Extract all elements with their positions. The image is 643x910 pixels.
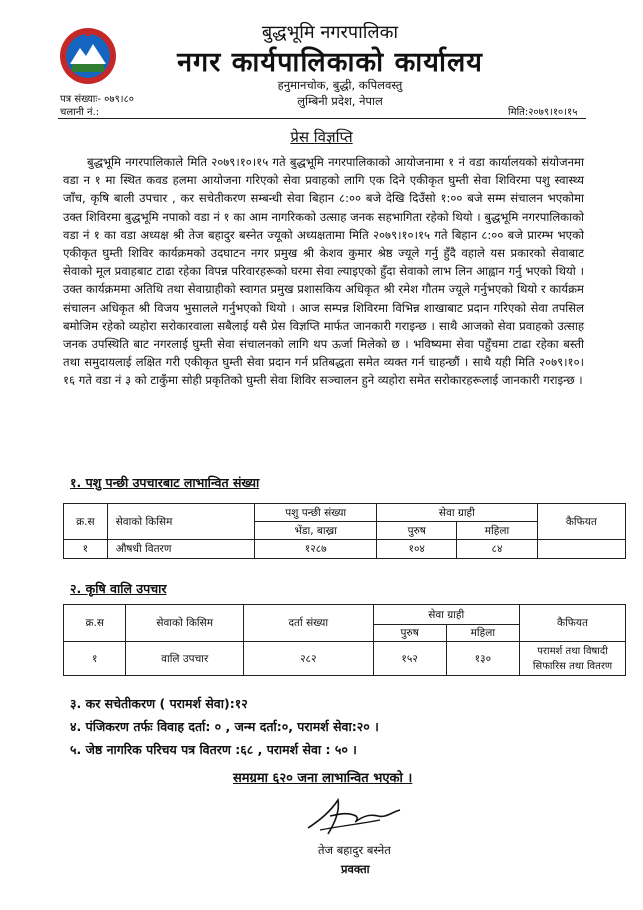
table-cell: १	[64, 540, 108, 559]
section2-heading: २. कृषि वालि उपचार	[70, 581, 167, 596]
table-header-cell: सेवा ग्राही	[377, 504, 538, 522]
table-cell: वालि उपचार	[126, 642, 244, 676]
table-header-cell: पुरुष	[377, 522, 457, 540]
table-header-cell: भेंडा, बाख्रा	[255, 522, 377, 540]
section1-heading: १. पशु पन्छी उपचारबाट लाभान्वित संख्या	[70, 475, 260, 490]
table-header-cell: सेवाको किसिम	[126, 605, 244, 642]
table-row	[64, 540, 626, 559]
total-beneficiaries: समग्रमा ६२० जना लाभान्वित भएको ।	[233, 771, 413, 786]
table-header-cell: महिला	[446, 625, 519, 642]
remarks-line: सिफारिस तथा वितरण	[532, 660, 613, 672]
table-header-cell: कैफियत	[520, 605, 626, 642]
table-header-cell: दर्ता संख्या	[244, 605, 373, 642]
item-tax-awareness: ३. कर सचेतीकरण ( परामर्श सेवा):१२	[70, 696, 248, 711]
address-line-2: लुम्बिनी प्रदेश, नेपाल	[297, 94, 383, 108]
letter-number: पत्र संख्याः- ०७९।८०	[60, 94, 134, 105]
table-cell	[537, 540, 625, 559]
item-senior-id: ५. जेष्ठ नागरिक परिचय पत्र वितरण :६८ , परामर्श सेवा : ५० ।	[70, 742, 357, 757]
table-cell: १२८७	[255, 540, 377, 559]
table-header-cell: कैफियत	[537, 504, 625, 540]
letter-date: मिति:२०७९।१०।१५	[508, 107, 578, 118]
item-registration: ४. पंजिकरण तर्फः विवाह दर्ता: ० , जन्म दर्ता:०, परामर्श सेवा:२० ।	[70, 719, 379, 734]
table-cell: औषधी वितरण	[107, 540, 255, 559]
signatory-role: प्रवक्ता	[341, 862, 370, 876]
municipality-emblem-logo	[58, 26, 118, 86]
table-header-cell: सेवा ग्राही	[373, 605, 520, 625]
table-cell: २८२	[244, 642, 373, 676]
section2-table	[63, 604, 626, 676]
table-row	[64, 642, 626, 676]
table-header-cell: सेवाको किसिम	[107, 504, 255, 540]
section1-table	[63, 503, 626, 559]
remarks-line: परामर्श तथा विषादी	[537, 645, 608, 657]
table-header-cell: क्र.स	[64, 605, 126, 642]
table-cell: १	[64, 642, 126, 676]
table-header-cell: पुरुष	[373, 625, 446, 642]
handwritten-signature	[300, 790, 410, 840]
dispatch-number: चलानी नं.:	[60, 107, 100, 118]
table-cell: १३०	[446, 642, 519, 676]
org-name: बुद्धभूमि नगरपालिका	[261, 22, 399, 43]
table-header-cell: महिला	[457, 522, 537, 540]
table-cell: ८४	[457, 540, 537, 559]
address-line-1: हनुमानचोक, बुद्धी, कपिलवस्तु	[277, 78, 403, 92]
table-cell: १०४	[377, 540, 457, 559]
table-header-cell: क्र.स	[64, 504, 108, 540]
signatory-name: तेज बहादुर बस्नेत	[318, 843, 391, 857]
office-name: नगर कार्यपालिकाको कार्यालय	[177, 47, 483, 78]
document-title: प्रेस विज्ञप्ति	[290, 128, 353, 146]
header-divider	[58, 118, 586, 119]
table-cell-remarks	[520, 642, 626, 676]
body-paragraph: बुद्धभूमि नगरपालिकाले मिति २०७९।१०।१५ गते बुद्धभूमि नगरपालिकाको आयोजनामा १ नं वडा कार्यालयको संयोजनमा वडा न १ मा स्थित कवड हलमा आयोजना गरिएको सेवा प्रवाहको लागि एक दिने एकीकृत घुम्ती सेवा शिविरमा पशु स्वास्थ्य जाँच, कृषि बाली उपचार , कर सचेतीकरण सम्बन्धी सेवा बिहान ८:०० बजे देखि दिउँसो १:०० बजे सम्म संचालन भएकोमा उक्त शिविरमा बुद्धभूमि नपाको वडा नं १ का आम नागरिकको उत्साह जनक सहभागिता रहेको थियो । बुद्धभूमि नगरपालिकाको वडा नं १ का वडा अध्यक्ष श्री तेज बहादुर बस्नेत ज्यूको अध्यक्षतामा मिति २०७९।१०।१५ गते बिहान ८:०० बजे प्रारम्भ भएको एकीकृत घुम्ती शिविर कार्यक्रमको उदघाटन नगर प्रमुख श्री केशव कुमार श्रेष्ठ ज्यूले गर्नु हुँदै वहाले यस प्रकारको सेवाबाट सेवाको मूल प्रवाहबाट टाढा रहेका विपन्न परिवारहरूको घरमा सेवा ल्याइएको हुँदा सेवाको लाभ लिन आह्वान गर्नु भएको थियो । उक्त कार्यक्रममा अतिथि तथा सेवाग्राहीको स्वागत प्रमुख प्रशासकिय अधिकृत श्री रमेश गौतम ज्यूले गर्नुभएको थियो र कार्यक्रम संचालन अधिकृत श्री विजय भुसालले गर्नुभएको थियो । आज सम्पन्न शिविरमा विभिन्न शाखाबाट प्रदान गरिएको सेवा तपसिल बमोजिम रहेको व्यहोरा सरोकारवाला सबैलाई यसै प्रेस विज्ञप्ति मार्फत जानकारी गराइन्छ । साथै आजको सेवा प्रवाहको उत्साह जनक उपस्थिति बाट नगरलाई घुम्ती सेवा संचालनको लागि थप ऊर्जा मिलेको छ । भविष्यमा सेवा पहुँचमा टाढा रहेका बस्ती तथा समुदायलाई लक्षित गरी एकीकृत घुम्ती सेवा प्रदान गर्न प्रतिबद्धता समेत व्यक्त गर्न चाहन्छौं । साथै यही मिति २०७९।१०।१६ गते वडा नं ३ को टाकुँमा सोही प्रकृतिको घुम्ती सेवा शिविर सञ्चालन हुने व्यहोरा समेत सरोकारहरूलाई जानकारी गराइन्छ ।	[63, 155, 584, 388]
table-header-cell: पशु पन्छी संख्या	[255, 504, 377, 522]
table-cell: १५२	[373, 642, 446, 676]
